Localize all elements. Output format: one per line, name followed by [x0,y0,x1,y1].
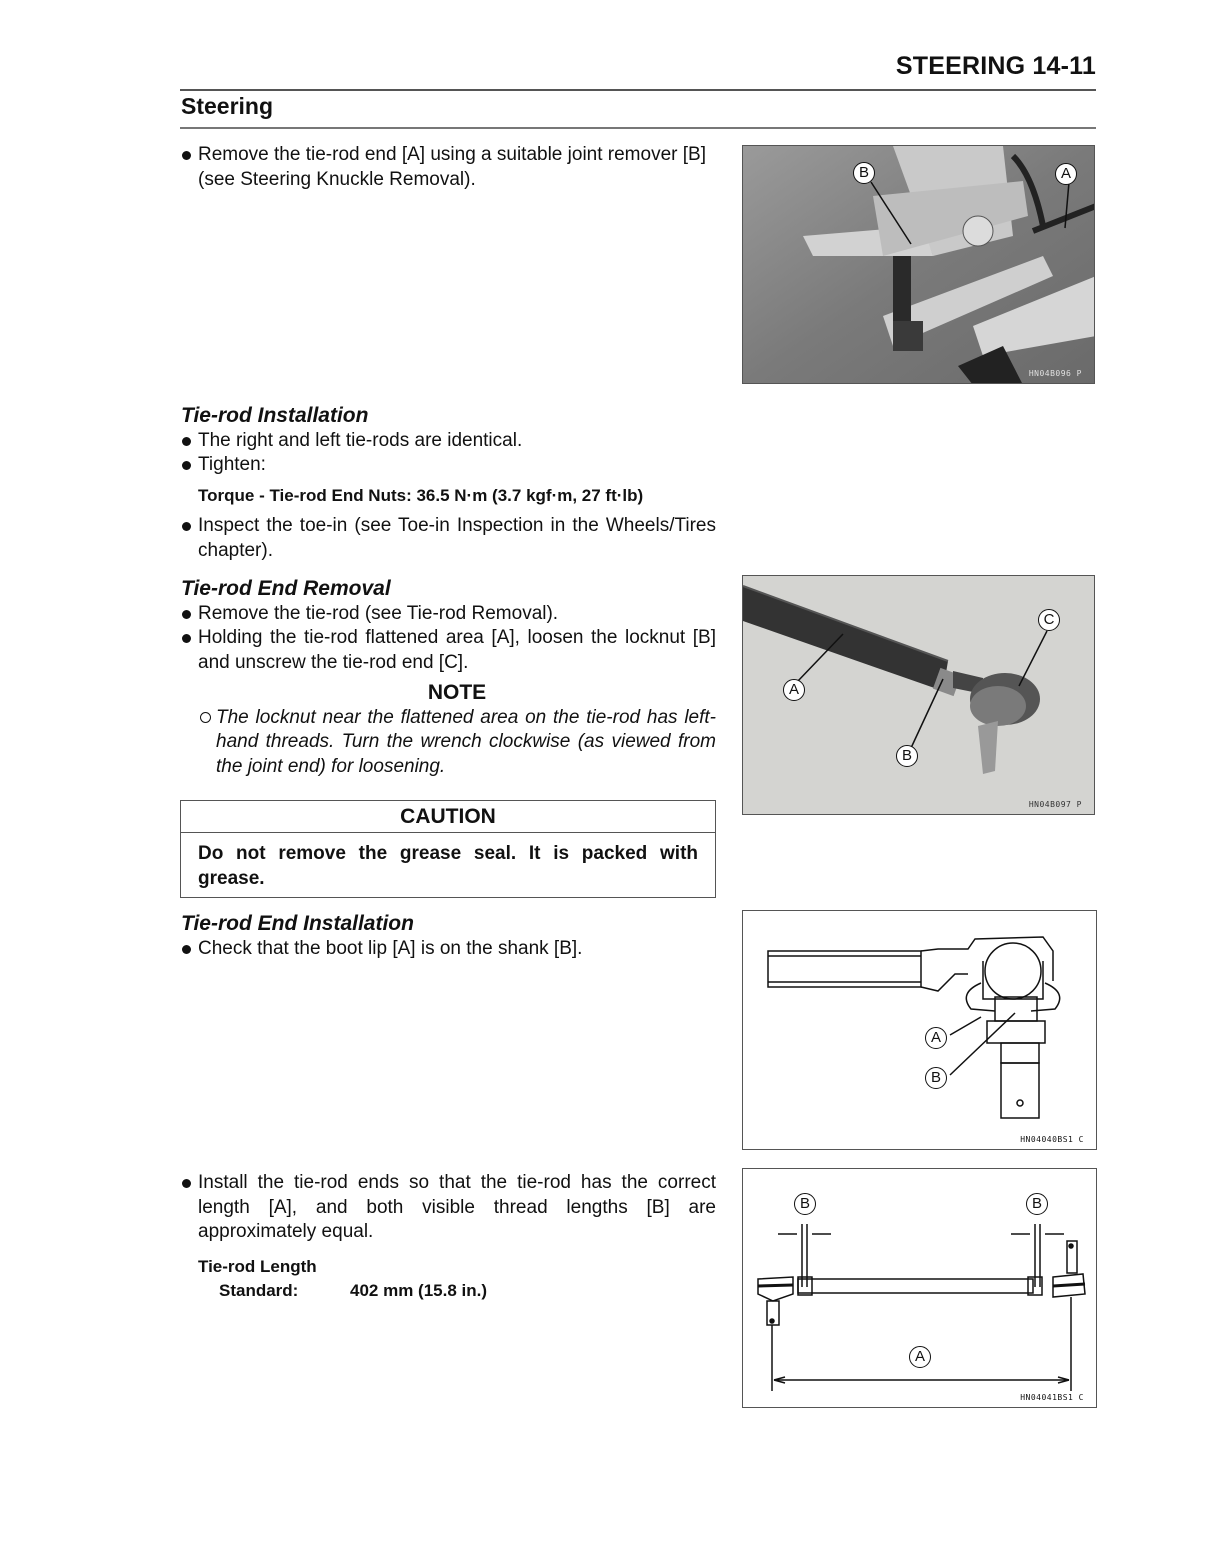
list-item-text: Remove the tie-rod (see Tie-rod Removal). [198,602,559,624]
torque-spec: Torque - Tie-rod End Nuts: 36.5 N·m (3.7 kgf·m, 27 ft·lb) [198,485,644,505]
figure-boot-lip-diagram [742,910,1097,1150]
list-item [181,626,716,675]
list-item-text: Inspect the toe-in (see Toe-in Inspection in the Wheels/Tires chapter). [198,515,716,561]
figure-code: HN04B097 P [1028,800,1082,809]
list-item-text: Check that the boot lip [A] is on the shank [B]. [198,937,583,959]
header-rule [180,89,1096,91]
figure-tie-rod-end-photo [742,575,1095,815]
subsection-title: Tie-rod Installation [181,404,369,427]
boot-lip-diagram-image [743,911,1097,1150]
spec-value: 402 mm (15.8 in.) [350,1281,488,1300]
list-item [181,143,716,192]
list-item [181,937,716,962]
bullet-icon [182,1179,191,1188]
subsection-title: Tie-rod End Installation [181,912,414,935]
spec-title: Tie-rod Length [198,1256,317,1276]
tie-rod-end-installation-section [181,912,716,961]
list-item [181,602,716,627]
note-title: NOTE [427,681,487,704]
list-item-text: Remove the tie-rod end [A] using a suitable joint remover [B] (see Steering Knuckle Removal). [198,144,706,190]
note-body [181,706,716,780]
callout-b-left: B [794,1193,816,1215]
callout-b: B [896,745,918,767]
spec-row [181,1279,716,1304]
chapter-page-title: STEERING 14-11 [895,52,1096,80]
note-text: The locknut near the flattened area on the tie-rod has left-hand threads. Turn the wrench clockwise (as viewed from the joint end) for loosening. [216,706,716,777]
figure-code: HN04041BS1 C [1020,1393,1084,1402]
callout-a: A [783,679,805,701]
bullet-icon [182,437,191,446]
callout-b: B [853,162,875,184]
list-item-text: Tighten: [198,454,266,475]
callout-a: A [925,1027,947,1049]
figure-joint-remover-photo [742,145,1095,384]
figure-tie-rod-length-diagram [742,1168,1097,1408]
list-item [181,514,716,563]
subsection-title: Tie-rod End Removal [181,577,391,600]
caution-box [180,800,716,898]
tie-rod-installation-section [181,404,716,563]
callout-a: A [1055,163,1077,185]
list-item-text: Holding the tie-rod flattened area [A], loosen the locknut [B] and unscrew the tie-rod end [C]. [198,627,716,673]
figure-code: HN04B096 P [1028,369,1082,378]
bullet-icon [182,610,191,619]
callout-b: B [925,1067,947,1089]
spec-label: Standard: [219,1281,299,1300]
open-bullet-icon [200,712,211,723]
figure-code: HN04040BS1 C [1020,1135,1084,1144]
section-title: Steering [181,93,274,119]
bullet-icon [182,461,191,470]
joint-remover-photo-image [743,146,1095,384]
list-item [181,429,716,454]
callout-c: C [1038,609,1060,631]
list-item [181,1171,716,1245]
tie-rod-end-removal-section [181,577,716,779]
caution-title: CAUTION [181,801,715,833]
callout-b-right: B [1026,1193,1048,1215]
caution-text: Do not remove the grease seal. It is packed with grease. [198,843,698,889]
list-item-text: Install the tie-rod ends so that the tie-rod has the correct length [A], and both visible thread lengths [B] are approximately equal. [198,1172,716,1242]
list-item [181,453,716,478]
bullet-icon [182,151,191,160]
bullet-icon [182,634,191,643]
bullet-icon [182,945,191,954]
section-rule [180,127,1096,129]
removal-step [181,143,716,192]
list-item-text: The right and left tie-rods are identical. [198,429,523,451]
install-tie-rod-ends-step [181,1171,716,1304]
bullet-icon [182,522,191,531]
callout-a: A [909,1346,931,1368]
